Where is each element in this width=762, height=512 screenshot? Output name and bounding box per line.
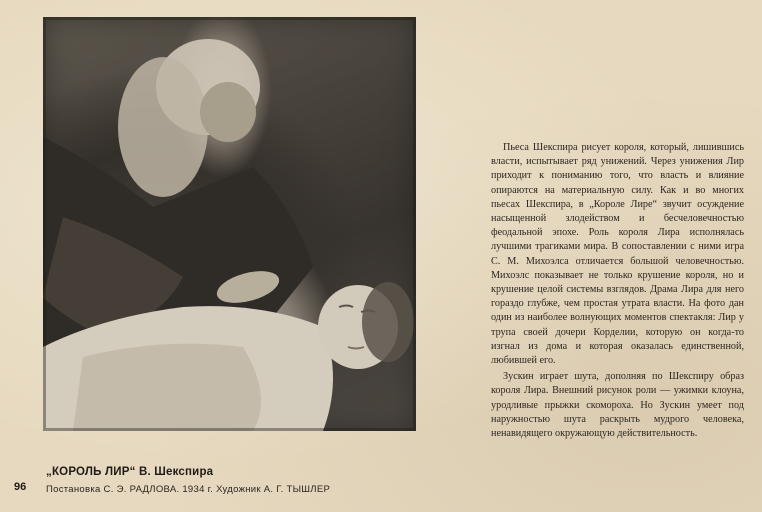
article-text [491,141,744,441]
page-number: 96 [14,481,27,493]
article-paragraph: Пьеса Шекспира рисует короля, который, лишившись власти, испытывает ряд унижений. Через унижения Лир приходит к пониманию того, что власть и влияние опираются на материальную силу. Как и во многих пьесах Шекспира, в „Короле Лире“ звучит осуждение насыщенной злодейством и бесчеловечностью феодальной эпохе. Роль короля Лира исполнялась лучшими трагиками мира. В сопоставлении с ними игра С. М. Михоэлса отличается большой человечностью. Михоэлс показывает не только крушение короля, но и крушение целой системы взглядов. Драма Лира для него гораздо глубже, чем простая утрата власти. На фото дан один из наиболее волнующих моментов спектакля: Лир у трупа своей дочери Корделии, которую он когда-то изгнал из дома и которая оказалась единственной, любившей его. [491,142,744,367]
theatre-photo-icon [43,17,416,431]
caption-title [46,466,213,478]
play-author: В. Шекспира [138,466,214,478]
caption-credits: Постановка С. Э. РАДЛОВА. 1934 г. Художник А. Г. ТЫШЛЕР [46,484,331,495]
play-title: „КОРОЛЬ ЛИР“ [46,466,136,478]
production-photo [43,17,416,431]
article-paragraph: Зускин играет шута, дополняя по Шекспиру образ короля Лира. Внешний рисунок роли — ужимки клоуна, уродливые прыжки скомороха. Но Зускин умеет под наружностью шута раскрыть мудрого человека, ненавидящего окружающую действительность. [491,371,744,440]
